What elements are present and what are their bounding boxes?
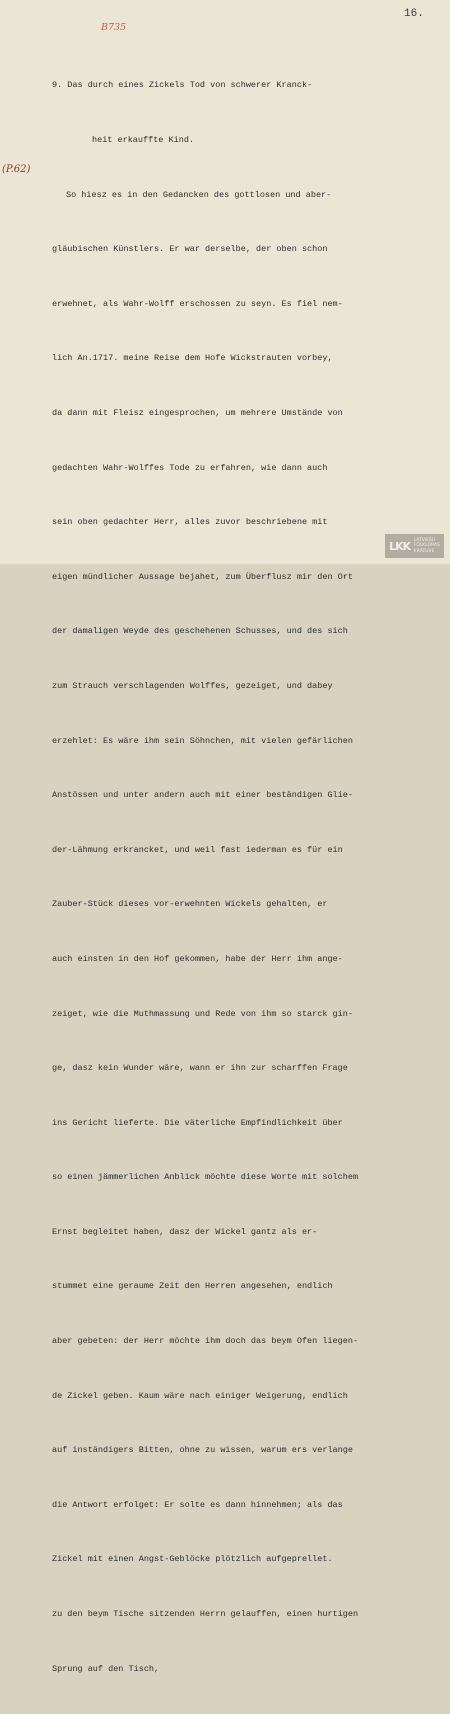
margin-handwritten-note: (P.62) [2, 164, 31, 175]
text-line: Ernst begleitet haben, dasz der Wickel gantz als er- [52, 1226, 318, 1237]
text-line: So hiesz es in den Gedancken des gottlosen und aber- [66, 189, 332, 200]
page-number: 16. [404, 8, 424, 20]
text-line: eigen mündlicher Aussage bejahet, zum Überflusz mir den Ort [52, 571, 353, 582]
archive-handwritten-note: B735 [101, 22, 127, 33]
text-line-title-cont: heit erkauffte Kind. [92, 135, 195, 145]
text-line: zum Strauch verschlagenden Wolffes, gezeiget, und dabey [52, 680, 333, 691]
typewritten-text-block [52, 40, 444, 1714]
archive-logo-mark: LKK [389, 539, 411, 553]
text-line: da dann mit Fleisz eingesprochen, um mehrere Umstände von [52, 407, 343, 418]
text-line: auf inständigers Bitten, ohne zu wissen, warum ers verlange [52, 1445, 353, 1456]
text-line: sein oben gedachter Herr, alles zuvor beschriebene mit [52, 517, 328, 528]
text-line: der-Lähmung erkrancket, und weil fast iederman es für ein [52, 844, 343, 855]
text-line: ge, dasz kein Wunder wäre, wann er ihn zur scharffen Frage [52, 1063, 348, 1074]
archive-logo-text: LATVIEŠU FOLKLORAS KRĀTUVE [413, 537, 440, 554]
text-line: aber gebeten: der Herr möchte ihm doch das beym Ofen liegen- [52, 1336, 359, 1347]
text-line: Zauber-Stück dieses vor-erwehnten Wickels gehalten, er [52, 899, 328, 910]
text-line: Anstössen und unter andern auch mit einer beständigen Glie- [52, 790, 353, 801]
text-line: gedachten Wahr-Wolffes Tode zu erfahren, wie dann auch [52, 462, 328, 473]
archive-logo [385, 534, 444, 558]
text-line: de Zickel geben. Kaum wäre nach einiger Weigerung, endlich [52, 1390, 348, 1401]
text-line: Zickel mit einen Angst-Geblöcke plötzlich aufgeprellet. [52, 1554, 333, 1565]
text-line: zu den beym Tische sitzenden Herrn gelauffen, einen hurtigen [52, 1609, 359, 1620]
text-line: gläubischen Künstlers. Er war derselbe, der oben schon [52, 244, 328, 255]
text-line: Sprung auf den Tisch, [52, 1663, 160, 1674]
text-line: erwehnet, als Wahr-Wolff erschossen zu seyn. Es fiel nem- [52, 298, 343, 309]
text-line: zeiget, wie die Muthmassung und Rede von ihm so starck gin- [52, 1008, 353, 1019]
text-line: lich An.1717. meine Reise dem Hofe Wickstrauten vorbey, [52, 353, 333, 364]
text-line-title: 9. Das durch eines Zickels Tod von schwerer Kranck- [52, 80, 313, 91]
text-line: der damaligen Weyde des geschehenen Schusses, und des sich [52, 626, 348, 637]
text-line: die Antwort erfolget: Er solte es dann hinnehmen; als das [52, 1499, 343, 1510]
text-line: so einen jämmerlichen Anblick möchte diese Worte mit solchem [52, 1172, 359, 1183]
text-line: erzehlet: Es wäre ihm sein Söhnchen, mit vielen gefärlichen [52, 735, 353, 746]
text-line: stummet eine geraume Zeit den Herren angesehen, endlich [52, 1281, 333, 1292]
text-line: ins Gericht lieferte. Die väterliche Empfindlichkeit über [52, 1117, 343, 1128]
text-line: auch einsten in den Hof gekommen, habe der Herr ihm ange- [52, 953, 343, 964]
